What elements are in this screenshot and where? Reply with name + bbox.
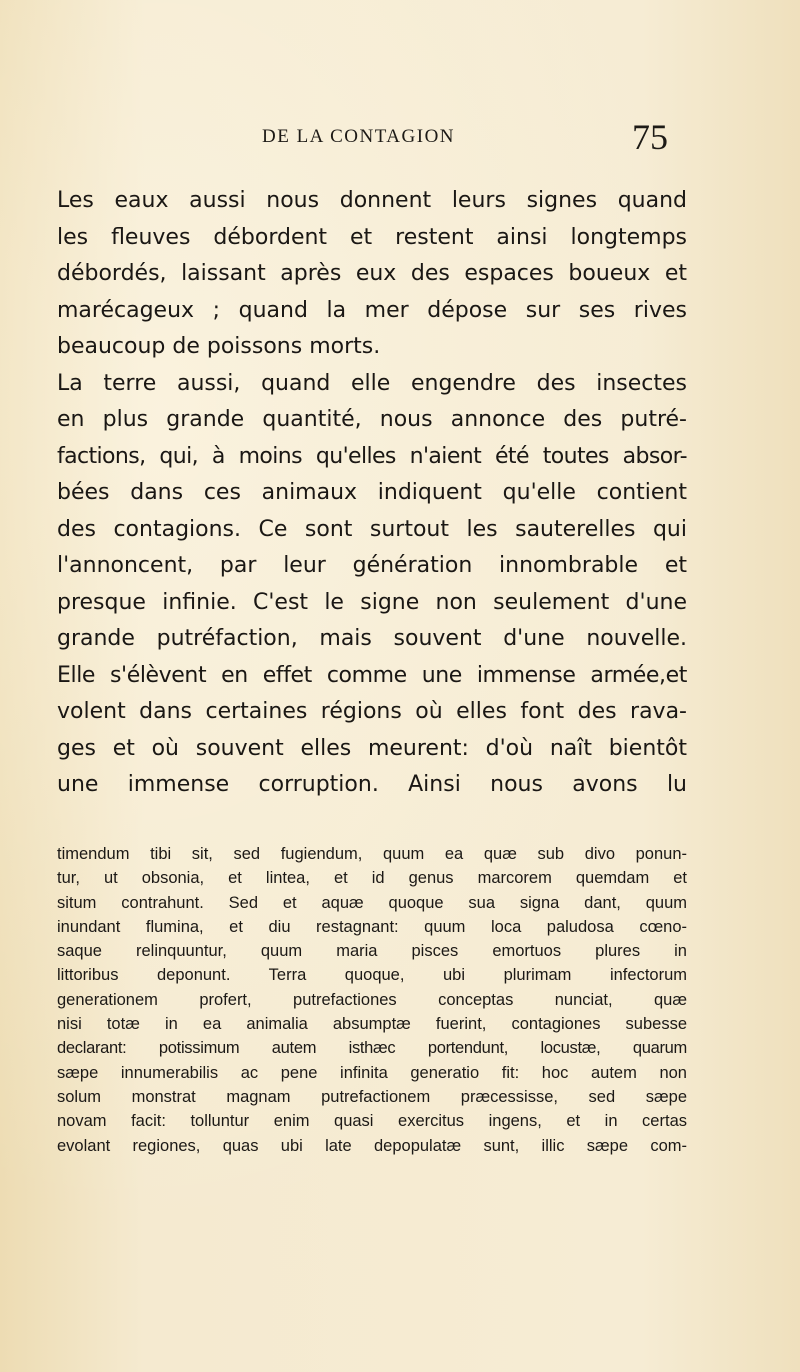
text-line: La terre aussi, quand elle engendre des insectes	[57, 370, 687, 396]
footnote-line: sæpe innumerabilis ac pene infinita generatio fit: hoc autem non	[57, 1063, 687, 1082]
text-line: Les eaux aussi nous donnent leurs signes quand	[57, 188, 687, 213]
text-line: beaucoup de poissons morts.	[57, 334, 381, 359]
footnote-line: littoribus deponunt. Terra quoque, ubi plurimam infectorum	[57, 966, 687, 985]
footnote-line: timendum tibi sit, sed fugiendum, quum ea quæ sub divo ponun-	[57, 845, 687, 863]
text-line: Elle s'élèvent en effet comme une immense armée,et	[57, 662, 687, 688]
footnote-line: nisi totæ in ea animalia absumptæ fuerint, contagiones subesse	[57, 1015, 687, 1034]
text-line: en plus grande quantité, nous annonce des putré-	[57, 407, 687, 432]
footnote-line: declarant: potissimum autem isthæc portendunt, locustæ, quarum	[57, 1039, 687, 1058]
text-line: marécageux ; quand la mer dépose sur ses rives	[57, 297, 687, 323]
footnote-line: situm contrahunt. Sed et aquæ quoque sua signa dant, quum	[57, 893, 687, 912]
text-line: factions, qui, à moins qu'elles n'aient été toutes absor-	[57, 443, 687, 469]
footnote-line: generationem profert, putrefactiones conceptas nunciat, quæ	[57, 990, 687, 1009]
page-number: 75	[632, 117, 668, 157]
text-line: volent dans certaines régions où elles font des rava-	[57, 699, 687, 724]
text-line: les fleuves débordent et restent ainsi longtemps	[57, 224, 687, 250]
french-text-block	[57, 183, 687, 804]
footnote-line: novam facit: tolluntur enim quasi exercitus ingens, et in certas	[57, 1112, 687, 1131]
text-line: l'annoncent, par leur génération innombrable et	[57, 553, 687, 578]
latin-footnote-block	[57, 842, 687, 1158]
footnote-line: inundant flumina, et diu restagnant: quum loca paludosa cœno-	[57, 917, 687, 936]
footnote-line: saque relinquuntur, quum maria pisces emortuos plures in	[57, 942, 687, 961]
text-line: ges et où souvent elles meurent: d'où naît bientôt	[57, 735, 687, 761]
footnote-line: solum monstrat magnam putrefactionem præcessisse, sed sæpe	[57, 1087, 687, 1106]
running-title: DE LA CONTAGION	[262, 126, 456, 147]
text-line: des contagions. Ce sont surtout les sauterelles qui	[57, 516, 687, 542]
page-header	[0, 116, 800, 176]
footnote-line: evolant regiones, quas ubi late depopulatæ sunt, illic sæpe com-	[57, 1136, 687, 1155]
text-line: presque infinie. C'est le signe non seulement d'une	[57, 589, 687, 615]
text-line: bées dans ces animaux indiquent qu'elle contient	[57, 480, 687, 505]
text-line: débordés, laissant après eux des espaces boueux et	[57, 261, 687, 286]
text-line: une immense corruption. Ainsi nous avons lu	[57, 772, 687, 797]
text-line: grande putréfaction, mais souvent d'une nouvelle.	[57, 626, 687, 651]
footnote-line: tur, ut obsonia, et lintea, et id genus marcorem quemdam et	[57, 869, 687, 888]
